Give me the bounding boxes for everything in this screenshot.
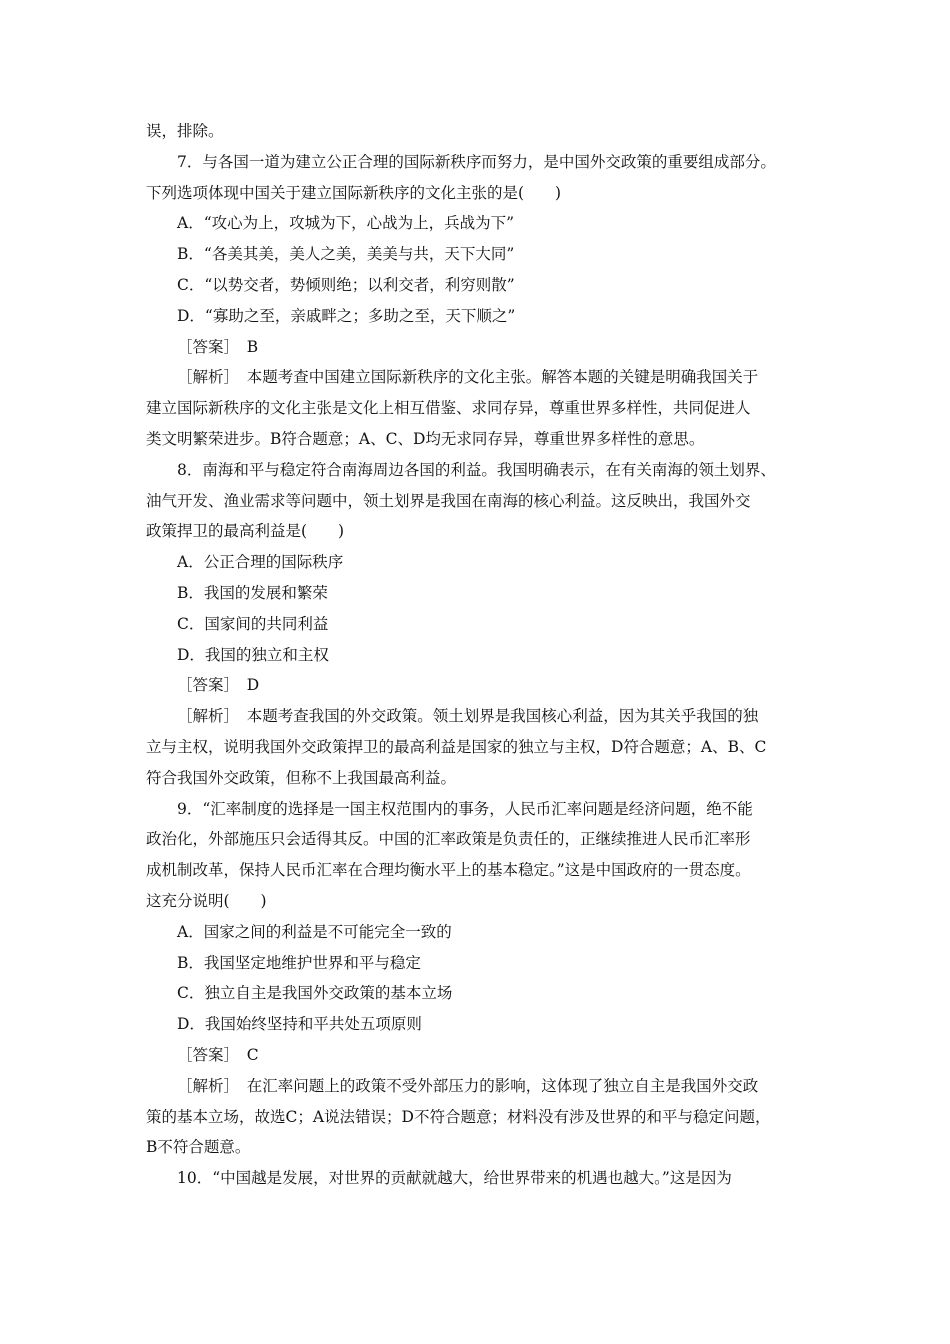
text-line: 建立国际新秩序的文化主张是文化上相互借鉴、求同存异，尊重世界多样性，共同促进人 [146,399,751,418]
text-line: ［答案］ D [177,676,260,695]
text-line: 下列选项体现中国关于建立国际新秩序的文化主张的是( ) [146,183,562,202]
text-line: C．国家间的共同利益 [177,614,329,633]
text-line: B．我国坚定地维护世界和平与稳定 [177,953,421,972]
text-line: 政治化，外部施压只会适得其反。中国的汇率政策是负责任的，正继续推进人民币汇率形 [146,830,751,849]
document-body [146,116,811,1194]
text-line: 符合我国外交政策，但称不上我国最高利益。 [146,768,457,787]
text-line: A．“攻心为上，攻城为下，心战为上，兵战为下” [177,214,515,233]
text-line: ［解析］ 在汇率问题上的政策不受外部压力的影响，这体现了独立自主是我国外交政 [177,1076,759,1095]
text-line: B．我国的发展和繁荣 [177,583,328,602]
text-line: ［解析］ 本题考查中国建立国际新秩序的文化主张。解答本题的关键是明确我国关于 [177,368,759,387]
text-line: 8．南海和平与稳定符合南海周边各国的利益。我国明确表示，在有关南海的领土划界、 [177,460,776,479]
text-line: 误，排除。 [146,122,224,140]
text-line: B不符合题意。 [146,1138,251,1157]
text-line: C．“以势交者，势倾则绝；以利交者，利穷则散” [177,275,515,294]
text-line: 这充分说明( ) [146,891,267,910]
text-line: ［解析］ 本题考查我国的外交政策。领土划界是我国核心利益，因为其关乎我国的独 [177,707,759,726]
text-line: D．我国的独立和主权 [177,645,329,664]
text-line: A．国家之间的利益是不可能完全一致的 [177,922,452,941]
text-line: 成机制改革，保持人民币汇率在合理均衡水平上的基本稳定。”这是中国政府的一贯态度。 [146,861,751,880]
text-line: 政策捍卫的最高利益是( ) [146,522,345,541]
text-line: ［答案］ B [177,337,259,356]
text-line: C．独立自主是我国外交政策的基本立场 [177,984,453,1003]
text-line: 9．“汇率制度的选择是一国主权范围内的事务，人民币汇率问题是经济问题，绝不能 [177,799,753,818]
text-line: B．“各美其美，美人之美，美美与共，天下大同” [177,245,515,264]
text-line: 策的基本立场，故选C；A说法错误；D不符合题意；材料没有涉及世界的和平与稳定问题， [146,1107,771,1126]
text-line: 10．“中国越是发展，对世界的贡献就越大，给世界带来的机遇也越大。”这是因为 [177,1169,732,1188]
text-line: 类文明繁荣进步。B符合题意；A、C、D均无求同存异，尊重世界多样性的意思。 [146,429,705,448]
text-line: D．我国始终坚持和平共处五项原则 [177,1015,422,1034]
text-line: A．公正合理的国际秩序 [177,553,344,572]
text-line: 7．与各国一道为建立公正合理的国际新秩序而努力，是中国外交政策的重要组成部分。 [177,152,776,171]
text-line: 立与主权，说明我国外交政策捍卫的最高利益是国家的独立与主权，D符合题意；A、B、C [146,737,767,756]
text-line: ［答案］ C [177,1045,259,1064]
text-line: 油气开发、渔业需求等问题中，领土划界是我国在南海的核心利益。这反映出，我国外交 [146,491,751,510]
text-line: D．“寡助之至，亲戚畔之；多助之至，天下顺之” [177,306,516,325]
